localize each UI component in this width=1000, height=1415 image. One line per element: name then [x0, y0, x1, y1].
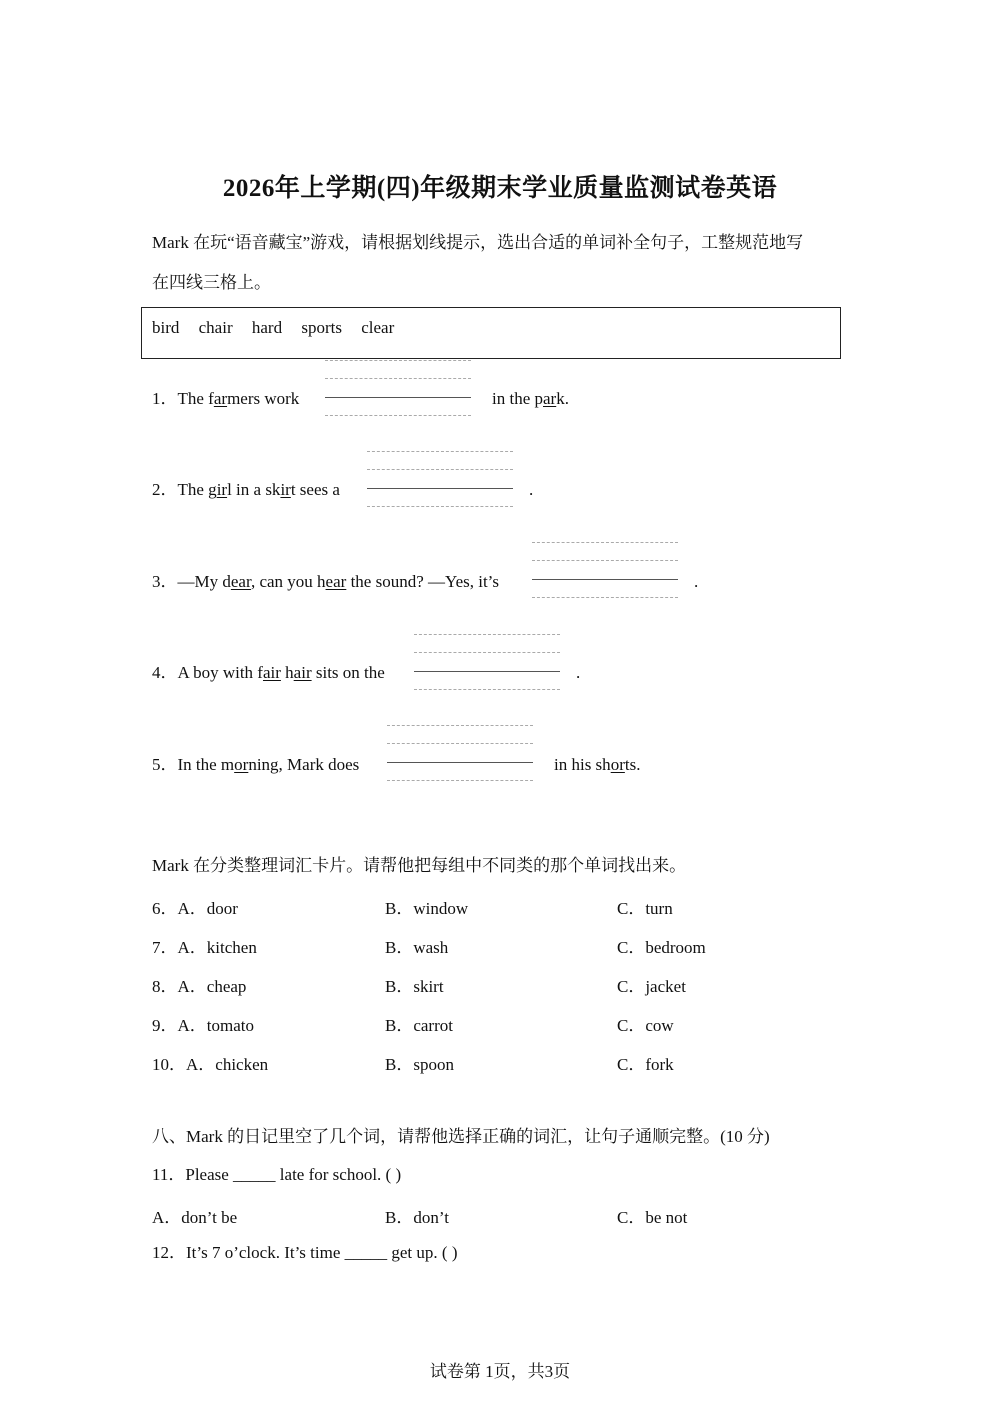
option-c[interactable]: C．cow [617, 1016, 674, 1035]
underlined-sound: ear [325, 572, 347, 591]
question-5-after [554, 754, 640, 776]
text-segment: l in a sk [227, 480, 281, 499]
underlined-sound: or [234, 755, 249, 774]
four-line-grid-5[interactable] [387, 725, 533, 781]
question-number: 4． [152, 663, 178, 682]
word-bank-item: sports [301, 318, 342, 337]
question-3 [152, 571, 499, 593]
text-segment: sits on the [311, 663, 385, 682]
question-5 [152, 754, 359, 776]
text-segment: The g [177, 480, 217, 499]
word-bank-item: chair [198, 318, 233, 337]
page-title: 2026年上学期(四)年级期末学业质量监测试卷英语 [222, 175, 778, 202]
q10-number-option-a [152, 1050, 268, 1075]
four-line-grid-2[interactable] [367, 451, 513, 507]
text-segment: mers work [227, 389, 300, 408]
q6-number-option-a [152, 894, 238, 919]
question-number: 1． [152, 389, 178, 408]
q9-number-option-a [152, 1011, 254, 1036]
option-b[interactable]: B．window [385, 899, 469, 918]
underlined-sound: ar [543, 389, 557, 408]
question-number: 2． [152, 480, 178, 499]
question-number: 8． [152, 977, 178, 996]
question-4-after: . [576, 663, 581, 682]
option-c[interactable]: C．bedroom [617, 938, 706, 957]
question-1 [152, 388, 299, 410]
option-a[interactable]: A．chicken [186, 1055, 269, 1074]
q7-number-option-a [152, 933, 257, 958]
option-a[interactable]: A．don’t be [152, 1208, 238, 1227]
four-line-grid-3[interactable] [532, 542, 678, 598]
option-a[interactable]: A．tomato [177, 1016, 254, 1035]
question-3-after: . [694, 572, 699, 591]
question-number: 9． [152, 1016, 178, 1035]
question-12: 12．It’s 7 o’clock. It’s time _____ get up. ( ) [152, 1243, 458, 1262]
underlined-sound: air [293, 663, 312, 682]
option-c[interactable]: C．fork [617, 1055, 674, 1074]
word-bank-item: hard [251, 318, 283, 337]
underlined-sound: ir [280, 480, 291, 499]
text-segment: in his sh [554, 755, 611, 774]
underlined-sound: air [262, 663, 281, 682]
option-c[interactable]: C．be not [617, 1208, 688, 1227]
word-bank-list [152, 318, 409, 338]
section3-instruction: 八、Mark 的日记里空了几个词，请帮他选择正确的词汇，让句子通顺完整。(10 分) [152, 1127, 770, 1146]
option-b[interactable]: B．don’t [385, 1208, 449, 1227]
option-b[interactable]: B．skirt [385, 977, 444, 996]
option-a[interactable]: A．cheap [177, 977, 247, 996]
four-line-grid-1[interactable] [325, 360, 471, 416]
text-segment: in the p [492, 389, 543, 408]
word-bank-item: clear [361, 318, 395, 337]
text-segment: the sound? —Yes, it’s [346, 572, 500, 591]
text-segment: A boy with f [177, 663, 263, 682]
question-11: 11．Please _____ late for school. ( ) [152, 1165, 402, 1184]
option-c[interactable]: C．jacket [617, 977, 686, 996]
question-number: 7． [152, 938, 178, 957]
text-segment: ts. [624, 755, 641, 774]
underlined-sound: ir [216, 480, 228, 499]
option-b[interactable]: B．carrot [385, 1016, 453, 1035]
text-segment: In the m [177, 755, 235, 774]
four-line-grid-4[interactable] [414, 634, 560, 690]
text-segment: The f [177, 389, 214, 408]
q8-number-option-a [152, 972, 246, 997]
section1-instruction-line2: 在四线三格上。 [152, 273, 271, 292]
text-segment: h [280, 663, 294, 682]
word-bank-box [141, 307, 841, 359]
section2-instruction: Mark 在分类整理词汇卡片。请帮他把每组中不同类的那个单词找出来。 [152, 856, 687, 875]
question-number: 10． [152, 1055, 186, 1074]
question-2 [152, 479, 340, 501]
option-a[interactable]: A．kitchen [177, 938, 257, 957]
option-b[interactable]: B．spoon [385, 1055, 454, 1074]
question-number: 6． [152, 899, 178, 918]
text-segment: ning, Mark does [248, 755, 360, 774]
question-number: 3． [152, 572, 178, 591]
question-4 [152, 662, 385, 684]
section1-instruction-line1: Mark 在玩“语音藏宝”游戏，请根据划线提示，选出合适的单词补全句子，工整规范地写 [152, 233, 804, 252]
text-segment: k. [556, 389, 569, 408]
underlined-sound: ar [213, 389, 228, 408]
text-segment: t sees a [290, 480, 340, 499]
question-1-after [492, 388, 569, 410]
option-c[interactable]: C．turn [617, 899, 673, 918]
page-footer: 试卷第 1页，共3页 [429, 1362, 571, 1381]
underlined-sound: or [610, 755, 625, 774]
question-2-after: . [529, 480, 534, 499]
word-bank-item: bird [152, 318, 180, 337]
text-segment: —My d [177, 572, 231, 591]
option-a[interactable]: A．door [177, 899, 238, 918]
question-number: 5． [152, 755, 178, 774]
option-b[interactable]: B．wash [385, 938, 449, 957]
underlined-sound: ear [230, 572, 251, 591]
text-segment: , can you h [250, 572, 326, 591]
